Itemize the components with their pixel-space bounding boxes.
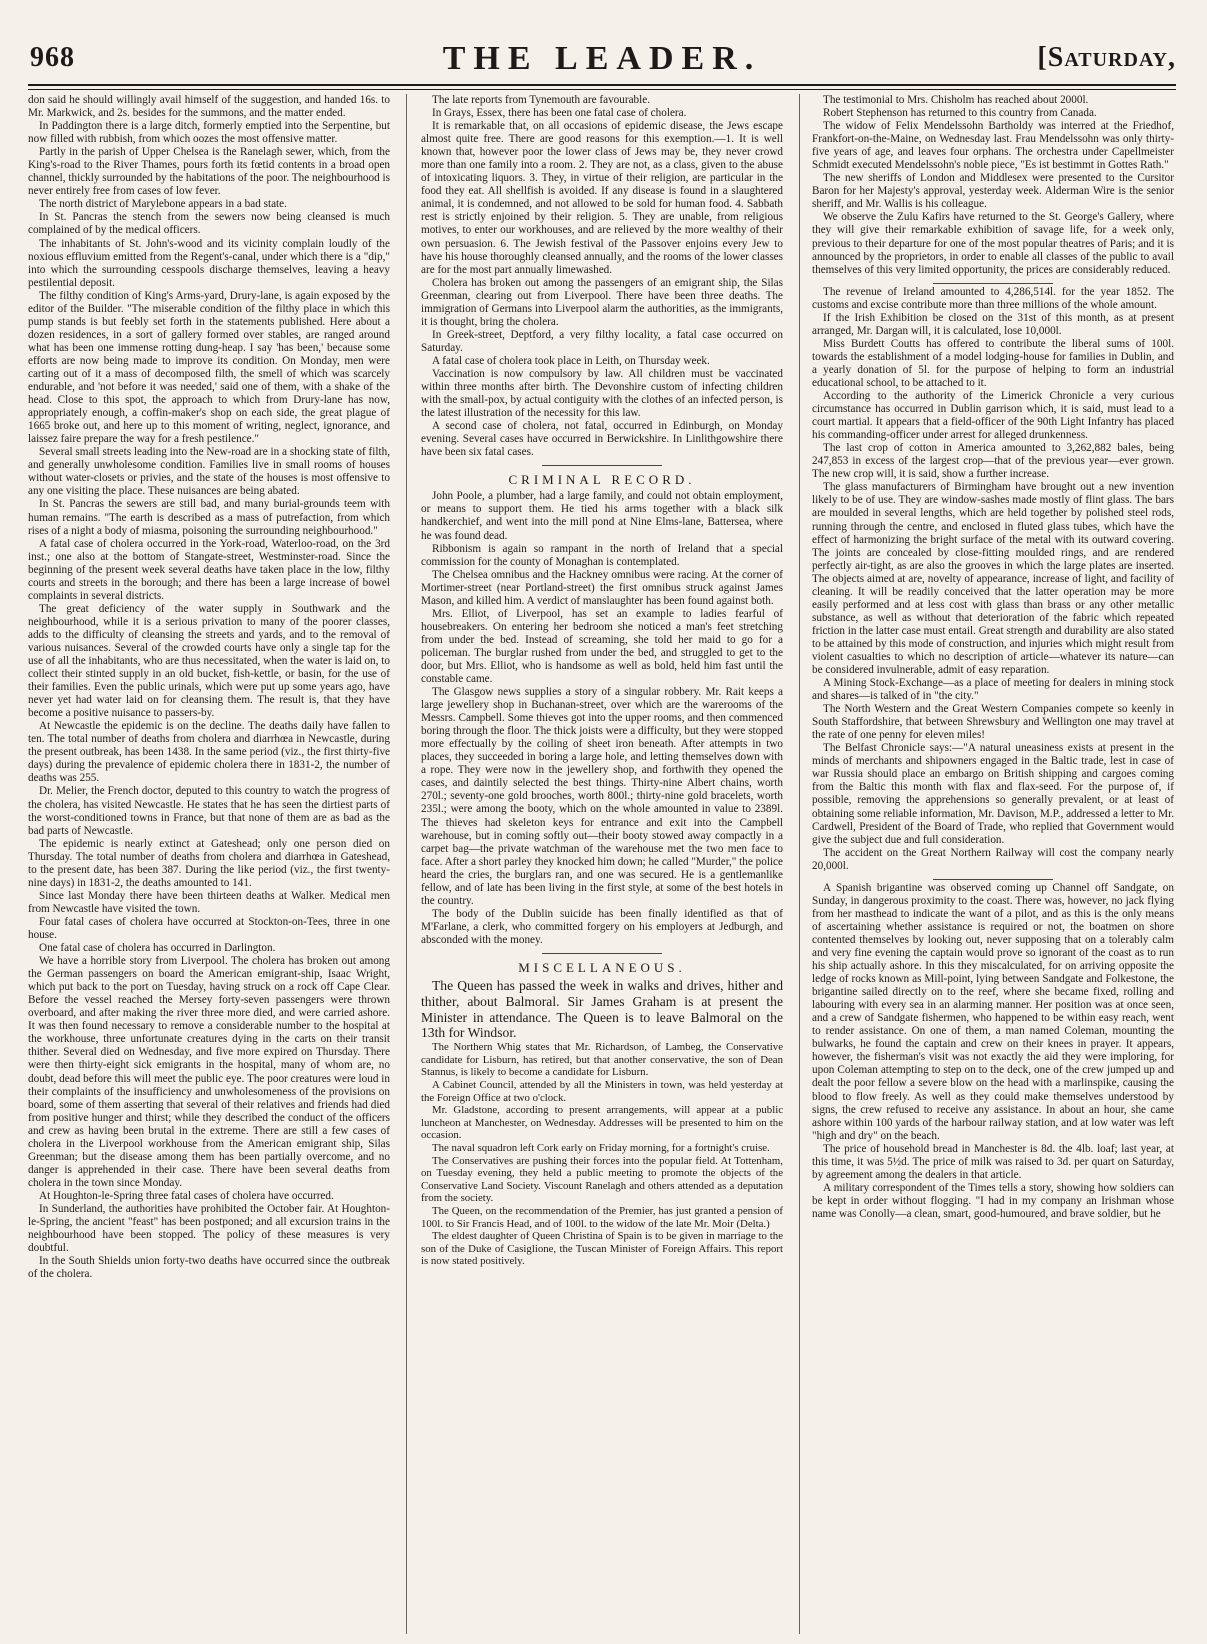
paragraph: We observe the Zulu Kafirs have returned to the St. George's Gallery, where they will give their remarkable exhibition of savage life, for a week only, previous to their departure for one of the most popular theatres of Paris; and it is announced by the proprietors, in order to enable all classes of the public to avail themselves of this very limited opportunity, the prices are considerably reduced.: [812, 211, 1174, 276]
paragraph: A fatal case of cholera took place in Leith, on Thursday week.: [432, 354, 710, 367]
paragraph: The body of the Dublin suicide has been finally identified as that of M'Farlane, a clerk, who committed forgery on his employers at Jedburgh, and absconded with the money.: [421, 907, 783, 946]
paragraph: The eldest daughter of Queen Christina of Spain is to be given in marriage to the son of the Duke of Casiglione, the Tuscan Minister of Foreign Affairs. This report is now stated positively.: [421, 1230, 783, 1268]
paragraph: The Chelsea omnibus and the Hackney omnibus were racing. At the corner of Mortimer-street (near Portland-street) the first omnibus struck against James Mason, and killed him. A verdict of manslaughter has been found against both.: [421, 568, 783, 607]
paragraph: John Poole, a plumber, had a large family, and could not obtain employment, or means to support them. He tied his arms together with a black silk handkerchief, and went into the mill pond at Nine Elms-lane, Battersea, where he was found dead.: [421, 490, 783, 542]
paragraph: A military correspondent of the Times tells a story, showing how soldiers can be kept in order without flogging. "I had in my company an Irishman whose name was Conolly—a clean, smart, good-humoured, and brave soldier, but he: [812, 1181, 1174, 1220]
paragraph: A Mining Stock-Exchange—as a place of meeting for dealers in mining stock and shares—is talked of in "the city.": [812, 677, 1174, 703]
paragraph: The testimonial to Mrs. Chisholm has reached about 2000l.: [823, 94, 1089, 106]
paragraph: Mrs. Elliot, of Liverpool, has set an example to ladies fearful of housebreakers. On entering her bedroom she noticed a man's feet stretching from under the bed. Instead of screaming, she told her maid to go for a policeman. The burglar rushed from under the bed, and struggled to get to the door, but Mrs. Elliot, who is handsome as well as bold, held him fast until the constable came.: [421, 607, 783, 686]
column-divider: [799, 94, 800, 1634]
paragraph: The North Western and the Great Western Companies compete so keenly in South Staffordshire, that between Shrewsbury and Wellington one may travel at the rate of one penny for eleven miles!: [812, 703, 1174, 742]
paragraph: A fatal case of cholera occurred in the York-road, Waterloo-road, on the 3rd inst.; one also at the bottom of Stangate-street, Westminster-road. Since the beginning of the present week several deaths have taken place in the low, filthy courts and streets in the borough; and there has been a large increase of bowel complaints in several districts.: [28, 537, 390, 602]
paragraph: It is remarkable that, on all occasions of epidemic disease, the Jews escape almost quite free. There are good reasons for this exemption.—1. It is well known that, however poor the lower class of Jews may be, they never crowd more than one family into a room. 2. They are not, as a class, given to the abuse of intoxicating liquors. 3. They, in virtue of their religion, are particular in the food they eat. All shellfish is avoided. If any disease is found in a slaughtered animal, it is condemned, and not allowed to be sold for human food. 4. Sabbath rest is strictly enjoined by their religion. 5. They are unable, from religious motives, to enter our workhouses, and are relieved by the more wealthy of their own persuasion. 6. The Jewish festival of the Passover enjoins every Jew to have his house thoroughly cleansed annually, and the rooms of the lower classes are for the most part annually limewashed.: [421, 120, 783, 276]
header-rule-thin: [28, 89, 1176, 90]
column-divider: [406, 94, 407, 1634]
paragraph: Mr. Gladstone, according to present arrangements, will appear at a public luncheon at Manchester, on Wednesday. Addresses will be presented to him on the occasion.: [421, 1104, 783, 1142]
paragraph: The late reports from Tynemouth are favourable.: [432, 94, 651, 106]
paragraph: The last crop of cotton in America amounted to 3,262,882 bales, being 247,853 in excess of the largest crop—that of the previous year—ever grown. The new crop will, it is said, show a further increase.: [812, 442, 1174, 481]
paragraph: The Queen, on the recommendation of the Premier, has just granted a pension of 100l. to Sir Francis Head, and of 100l. to the widow of the late Mr. Moir (Delta.): [421, 1204, 783, 1230]
paragraph: The revenue of Ireland amounted to 4,286,514l. for the year 1852. The customs and excise contribute more than three millions of the whole amount.: [812, 285, 1174, 311]
paragraph: In Paddington there is a large ditch, formerly emptied into the Serpentine, but now filled with rubbish, from which oozes the most offensive matter.: [28, 120, 390, 146]
paragraph: Vaccination is now compulsory by law. All children must be vaccinated within three months after birth. The Devonshire custom of infecting children with the small-pox, by actual contiguity with the clothes of an infected person, is the latest illustration of the necessity for this law.: [421, 367, 783, 420]
paragraph: In St. Pancras the sewers are still bad, and many burial-grounds teem with human remains. "The earth is described as a mass of putrefaction, from which rises of a night a body of miasma, poisoning the surrounding neighbourhood.": [28, 498, 390, 537]
paragraph: The widow of Felix Mendelssohn Bartholdy was interred at the Friedhof, Frankfort-on-the-Maine, on Wednesday last. Frau Mendelssohn was only thirty-five years of age, and leaves four orphans. The orchestra under Capellmeister Schmidt executed Mendelssohn's noble piece, "Es ist bestimmt in Gottes Rath.": [812, 120, 1174, 172]
paragraph: Several small streets leading into the New-road are in a shocking state of filth, and generally unwholesome condition. Families live in small rooms of houses without water-closets or privies, and the state of the houses is most offensive to any one visiting the place. These nuisances are being abated.: [28, 446, 390, 498]
paragraph: The glass manufacturers of Birmingham have brought out a new invention likely to be of use. They are window-sashes made mostly of flint glass. The bars are moulded in several lengths, which are held together by polished steel rods, running through the centre, and enclosed in fluted glass tubes, which have the effect of harmonizing the bright surface of the metal with its outward covering. The joints are concealed by close-fitting moulded rings, and are rendered perfectly air-tight, as are also the grooves in which the large plates are inserted. The objects aimed at are, novelty of appearance, increase of light, and facility of cleaning. It will be readily conceived that the latter operation may be more easily performed and at less cost with glass than brass or any other metallic substance, as well as without that deterioration of the fabric which repeated friction in the latter case must entail. Great strength and durability are also stated to be attained by this mode of construction, and injuries which might result from violent casualties to which no description of article—whatever its nature—can be considered invulnerable, admit of easy reparation.: [812, 481, 1174, 677]
section-rule: [542, 953, 662, 954]
header-rule-thick: [28, 84, 1176, 86]
paragraph: The north district of Marylebone appears in a bad state.: [39, 198, 287, 211]
paragraph: The great deficiency of the water supply in Southwark and the neighbourhood, while it is a serious privation to many of the poorer classes, adds to the difficulty of cleansing the streets and yards, and to the removal of various nuisances. Several of the crowded courts have only a single tap for the use of all the inhabitants, who are thus necessitated, when the water is laid on, to collect their stinted supply in an old bucket, fish-kettle, or basin, for the use of their families. Even the public urinals, which were put up some years ago, have never yet had water laid on for cleansing them. The result is, that they have become a positive nuisance to passers-by.: [28, 602, 390, 720]
paragraph: Miss Burdett Coutts has offered to contribute the liberal sums of 100l. towards the establishment of a model lodging-house for families in Dublin, and a yearly donation of 5l. for the purpose of helping to form an industrial educational school, to be attached to it.: [812, 337, 1174, 389]
paragraph: The epidemic is nearly extinct at Gateshead; only one person died on Thursday. The total number of deaths from cholera and diarrhœa in Gateshead, to the present date, has been 387. During the like period (viz., the first twenty-nine days) in 1831-2, the deaths amounted to 141.: [28, 837, 390, 889]
page-number: 968: [30, 42, 75, 73]
paragraph: The Northern Whig states that Mr. Richardson, of Lambeg, the Conservative candidate for Lisburn, has retired, but that another conservative, the son of Dean Stannus, is likely to become a candidate for Lisburn.: [421, 1041, 783, 1079]
paragraph: The new sheriffs of London and Middlesex were presented to the Cursitor Baron for her Majesty's approval, yesterday week. Alderman Wire is the senior sheriff, and Mr. Wallis is his colleague.: [812, 172, 1174, 211]
paragraph: In Grays, Essex, there has been one fatal case of cholera.: [432, 107, 687, 120]
paragraph: If the Irish Exhibition be closed on the 31st of this month, as at present arranged, Mr. Dargan will, it is calculated, lose 10,000l.: [812, 311, 1174, 337]
paragraph: The Glasgow news supplies a story of a singular robbery. Mr. Rait keeps a large jewellery shop in Buchanan-street, over which are the warerooms of the Messrs. Campbell. Some thieves got into the upper rooms, and then commenced boring through the floor. The thick joists were a difficulty, but they were stopped more effectually by the coiling of sheet iron beneath. After attempts in two places, they succeeded in boring a large hole, and letting themselves down with a rope. They were now in the jewellery shop, and forthwith they opened the cases, and daintily selected the best things. Thirty-nine Albert chains, worth 270l.; seventy-one gold brooches, worth 800l.; thirty-nine gold bracelets, worth 235l.; were among the booty, which on the whole amounted in value to 2389l. The thieves had skeleton keys for entrance and exit into the Campbell warehouse, but in coming softly out—their booty stowed away compactly in a carpet bag—the private watchman of the warehouse met the two men face to face. After a short parley they knocked him down; he called "Murder," the police heard the cries, the burglars ran, and one was secured. He is a gentlemanlike fellow, and of late has been living in the first style, at some of the best hotels in the country.: [421, 686, 783, 907]
paragraph: In Sunderland, the authorities have prohibited the October fair. At Houghton-le-Spring, the ancient "feast" has been postponed; and all excursion trains in the neighbourhood have been stopped. The policy of these measures is very doubtful.: [28, 1202, 390, 1255]
paragraph: The price of household bread in Manchester is 8d. the 4lb. loaf; last year, at this time, it was 5½d. The price of milk was raised to 3d. per quart on Saturday, by agreement among the dealers in that article.: [812, 1142, 1174, 1181]
paragraph: At Houghton-le-Spring three fatal cases of cholera have occurred.: [39, 1189, 334, 1202]
paragraph: Since last Monday there have been thirteen deaths at Walker. Medical men from Newcastle have visited the town.: [28, 889, 390, 915]
paragraph: In the South Shields union forty-two deaths have occurred since the outbreak of the cholera.: [28, 1255, 390, 1281]
paragraph: According to the authority of the Limerick Chronicle a very curious circumstance has occurred in Dublin garrison which, it is said, must lead to a court martial. It appears that a field-officer of the 90th Light Infantry has placed his commanding-officer under arrest for alleged drunkenness.: [812, 390, 1174, 442]
paragraph: Cholera has broken out among the passengers of an emigrant ship, the Silas Greenman, clearing out from Liverpool. There have been three deaths. The immigration of Germans into Liverpool alarm the authorities, as the immigrants, it is thought, bring the cholera.: [421, 276, 783, 328]
paragraph: A Spanish brigantine was observed coming up Channel off Sandgate, on Sunday, in dangerous proximity to the coast. There was, however, no jack flying from her masthead to indicate the want of a pilot, and as this is the only means of ascertaining whether assistance is required or not, the boatmen on shore contented themselves by looking out, never supposing that on a tolerably calm and very fine evening the captain would prove so ignorant of the coast as to run his ship actually ashore. In this they miscalculated, for on arriving opposite the ledge of rocks known as Mill-point, lying between Sandgate and Folkestone, the brigantine sailed directly on to the reef, where she became fixed, rolling and labouring with every sea in an alarming manner. Her position was at once seen, and a crew of Sandgate fishermen, who happened to be within easy reach, went to render assistance. On one of them, a man named Coleman, mounting the bulwarks, he found the captain and crew on their knees in prayer. It appears, however, the fisherman's visit was not exactly the aid they were imploring, for upon Coleman attempting to step on to the deck, one of the crew jumped up and dealt the poor fellow a severe blow on the head with a marlinspike, causing the blood to flow freely. As well as they could make themselves understood by signs, the crew refused to receive any assistance. In about an hour, she came ashore within 100 yards of the harbour railway station, and at low water was left "high and dry" on the beach.: [812, 881, 1174, 1142]
paragraph: Dr. Melier, the French doctor, deputed to this country to watch the progress of the cholera, has visited Newcastle. He states that he has seen the dirtiest parts of the worst-conditioned towns in France, but that none of them are as bad as the bad parts of Newcastle.: [28, 785, 390, 837]
paragraph: The inhabitants of St. John's-wood and its vicinity complain loudly of the noxious effluvium emitted from the Regent's-canal, under which there is a "dip," into which the surrounding cesspools discharge themselves, leaving a heavy pestilential deposit.: [28, 237, 390, 289]
section-rule: [933, 879, 1053, 880]
column-3: [812, 94, 1174, 1634]
paragraph: The filthy condition of King's Arms-yard, Drury-lane, is again exposed by the editor of the Builder. "The miserable condition of the filthy place in which this pump stands is but feebly set forth in the statements published. Here about a dozen residences, in a sort of gallery formed over stables, are ranged around what has been one immense rotting dung-heap. I say 'has been,' because some efforts are now being made to improve its condition. On Monday, men were carting out of it a mass of decomposed filth, the smell of which was scarcely endurable, and 'not before it was needed,' said one of them, with a shake of the head. Close to this spot, the approach to which from Drury-lane has now, appropriately enough, a coffin-maker's shop on each side, the great plague of 1665 broke out, and here up to this moment of writing, neglect, ignorance, and laissez faire prepare the way for a fresh pestilence.": [28, 289, 390, 446]
paragraph: The Conservatives are pushing their forces into the popular field. At Tottenham, on Tuesday evening, they held a public meeting to promote the objects of the Conservative Land Society. Viscount Ranelagh and others attended as a deputation from the society.: [421, 1154, 783, 1205]
paragraph: A second case of cholera, not fatal, occurred in Edinburgh, on Monday evening. Several cases have occurred in Berwickshire. In Linlithgowshire there have been six fatal cases.: [421, 420, 783, 459]
paragraph: don said he should willingly avail himself of the suggestion, and handed 16s. to Mr. Markwick, and 2s. besides for the summons, and the matter ended.: [28, 94, 390, 120]
section-rule: [933, 283, 1053, 284]
day-label: [Saturday,: [1037, 42, 1176, 73]
paragraph: In St. Pancras the stench from the sewers now being cleansed is much complained of by the medical officers.: [28, 211, 390, 237]
paragraph: One fatal case of cholera has occurred in Darlington.: [39, 942, 276, 955]
miscellaneous-items: [421, 1041, 783, 1268]
paragraph: A Cabinet Council, attended by all the Ministers in town, was held yesterday at the Foreign Office at two o'clock.: [421, 1079, 783, 1104]
page-header: [28, 34, 1176, 90]
section-rule: [542, 465, 662, 466]
section-title-miscellaneous: MISCELLANEOUS.: [518, 960, 686, 975]
masthead-title: THE LEADER.: [442, 40, 762, 77]
paragraph: The accident on the Great Northern Railway will cost the company nearly 20,000l.: [812, 846, 1174, 872]
section-title-criminal-record: CRIMINAL RECORD.: [508, 472, 696, 488]
paragraph: In Greek-street, Deptford, a very filthy locality, a fatal case occurred on Saturday.: [421, 328, 783, 354]
paragraph: We have a horrible story from Liverpool. The cholera has broken out among the German passengers on board the American emigrant-ship, Isaac Wright, which put back to the port on Tuesday, having struck on a rock off Cape Clear. Before the vessel reached the Mersey forty-seven passengers were thrown overboard, and after making the river three more died, and were carried ashore. It was then found necessary to remove a considerable number to the hospital at the workhouse, three unfortunate creatures dying in the carts on their transit thither. Several died on Wednesday, and five more expired on Thursday. There were then thirty-eight sick emigrants in the hospital, many of whom are, no doubt, dead before this will meet the public eye. The poor creatures were loud in their complaints of the insufficiency and unwholesomeness of the provisions on board, some of them asserting that several of their relatives and friends had died from positive hunger and thirst; while they described the conduct of the officers and crew as having been brutal in the extreme. There are still a few cases of cholera in the Liverpool workhouse from the American emigrant ship, Silas Greenman; but the disease among them has been partially overcome, and no danger is apprehended in their case. There have been several deaths from cholera in the town since Monday.: [28, 955, 390, 1189]
paragraph: The naval squadron left Cork early on Friday morning, for a fortnight's cruise.: [432, 1141, 770, 1154]
paragraph: At Newcastle the epidemic is on the decline. The deaths daily have fallen to ten. The total number of deaths from cholera and diarrhœa in Newcastle, during the present outbreak, has been 1438. In the same period (viz., the first thirty-five days) during the prevalence of epidemic cholera there in 1831-2, the number of deaths was 255.: [28, 720, 390, 785]
paragraph: The Queen has passed the week in walks and drives, hither and thither, about Balmoral. Sir James Graham is at present the Minister in attendance. The Queen is to leave Balmoral on the 13th for Windsor.: [421, 978, 783, 1041]
paragraph: Robert Stephenson has returned to this country from Canada.: [823, 107, 1097, 120]
paragraph: Partly in the parish of Upper Chelsea is the Ranelagh sewer, which, from the King's-road to the River Thames, pours forth its fœtid contents in a broad open channel, thickly surrounded by the habitations of the poor. The neighbourhood is never entirely free from cases of low fever.: [28, 146, 390, 198]
miscellaneous-lead: [421, 978, 783, 1041]
column-2: [421, 94, 783, 1634]
paragraph: Four fatal cases of cholera have occurred at Stockton-on-Tees, three in one house.: [28, 915, 390, 941]
paragraph: The Belfast Chronicle says:—"A natural uneasiness exists at present in the minds of merchants and shipowners engaged in the Baltic trade, lest in case of war Russia should place an embargo on British shipping and cargoes coming from the Baltic this month with flax and flax-seed. For the purpose of, if possible, removing the apprehensions so generally prevalent, or at least of obtaining some reliable information, Mr. Davison, M.P., addressed a letter to Mr. Cardwell, President of the Board of Trade, who replied that Government would give the subject due and full consideration.: [812, 742, 1174, 846]
column-1: [28, 94, 390, 1634]
paragraph: Ribbonism is again so rampant in the north of Ireland that a special commission for the county of Monaghan is contemplated.: [421, 542, 783, 568]
